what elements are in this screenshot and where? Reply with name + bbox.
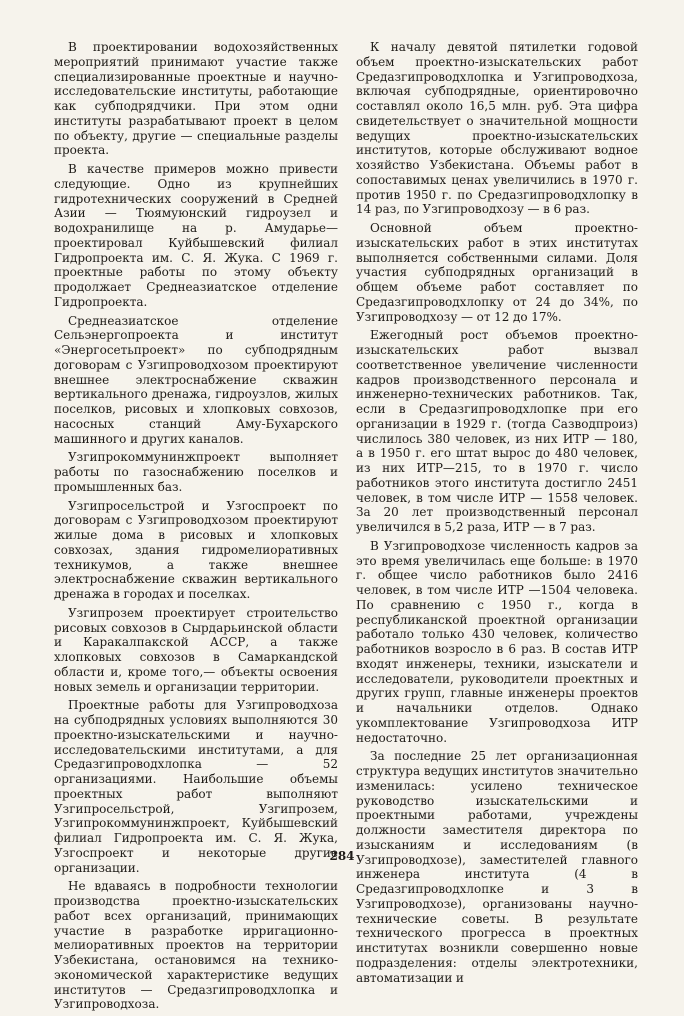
paragraph: К началу девятой пятилетки годовой объем проектно-изыскательских работ Средазгипроводхлопка и Узгипроводхоза, включая субподрядные, ориентировочно составлял около 16,5 млн. руб. Эта цифра свидетельствует о значительной мощности ведущих проектно-изыскательских институтов, которые обслуживают водное хозяйство Узбекистана. Объемы работ в сопоставимых ценах увеличились в 1970 г. против 1950 г. по Средазгипроводхлопку в 14 раз, по Узгипроводхозу — в 6 раз.	[356, 40, 638, 217]
page-number: 284	[329, 849, 355, 863]
paragraph: В проектировании водохозяйственных мероприятий принимают участие также специализированные проектные и научно-исследовательские институты, работающие как субподрядчики. При этом одни институты разрабатывают проект в целом по объекту, другие — специальные разделы проекта.	[54, 40, 338, 158]
left-column	[54, 40, 338, 1016]
paragraph: Проектные работы для Узгипроводхоза на субподрядных условиях выполняются 30 проектно-изыскательскими и научно-исследовательскими институтами, а для Средазгипроводхлопка — 52 организациями. Наибольшие объемы проектных работ выполняют Узгипросельстрой, Узгипрозем, Узгипрокоммунинжпроект, Куйбышевский филиал Гидропроекта им. С. Я. Жука, Узгоспроект и некоторые другие организации.	[54, 698, 338, 875]
paragraph: За последние 25 лет организационная структура ведущих институтов значительно изменилась: усилено техническое руководство изыскательскими и проектными работами, учреждены должности заместителя директора по изысканиям и исследованиям (в Узгипроводхозе), заместителей главного инженера института (4 в Средазгипроводхлопке и 3 в Узгипроводхозе), организованы научно-технические советы. В результате технического прогресса в проектных институтах возникли совершенно новые подразделения: отделы электротехники, автоматизации и	[356, 749, 638, 985]
right-column	[356, 40, 638, 989]
paragraph: Узгипросельстрой и Узгоспроект по договорам с Узгипроводхозом проектируют жилые дома в рисовых и хлопковых совхозах, здания гидромелиоративных техникумов, а также внешнее электроснабжение скважин вертикального дренажа в городах и поселках.	[54, 498, 338, 601]
paragraph: В Узгипроводхозе численность кадров за это время увеличилась еще больше: в 1970 г. общее число работников было 2416 человек, в том числе ИТР —1504 человека. По сравнению с 1950 г., когда в республиканской проектной организации работало только 430 человек, количество работников возросло в 6 раз. В состав ИТР входят инженеры, техники, изыскатели и исследователи, руководители проектных и других групп, главные инженеры проектов и начальники отделов. Однако укомплектование Узгипроводхоза ИТР недостаточно.	[356, 538, 638, 745]
paragraph: Не вдаваясь в подробности технологии производства проектно-изыскательских работ всех организаций, принимающих участие в разработке ирригационно-мелиоративных проектов на территории Узбекистана, остановимся на технико-экономической характеристике ведущих институтов — Средазгипроводхлопка и Узгипроводхоза.	[54, 879, 338, 1012]
paragraph: Основной объем проектно-изыскательских работ в этих институтах выполняется собственными силами. Доля участия субподрядных организаций в общем объеме работ составляет по Средазгипроводхлопку от 24 до 34%, по Узгипроводхозу — от 12 до 17%.	[356, 221, 638, 324]
paragraph: Узгипрозем проектирует строительство рисовых совхозов в Сырдарьинской области и Каракалпакской АССР, а также хлопковых совхозов в Самаркандской области и, кроме того,— объекты освоения новых земель и организации территории.	[54, 605, 338, 694]
paragraph: Узгипрокоммунинжпроект выполняет работы по газоснабжению поселков и промышленных баз.	[54, 450, 338, 494]
paragraph: Среднеазиатское отделение Сельэнергопроекта и институт «Энергосетьпроект» по субподрядным договорам с Узгипроводхозом проектируют внешнее электроснабжение скважин вертикального дренажа, гидроузлов, жилых поселков, рисовых и хлопковых совхозов, насосных станций Аму-Бухарского машинного и других каналов.	[54, 313, 338, 446]
paragraph: Ежегодный рост объемов проектно-изыскательских работ вызвал соответственное увеличение численности кадров производственного персонала и инженерно-технических работников. Так, если в Средазгипроводхлопке при его организации в 1929 г. (тогда Сазводпроиз) числилось 380 человек, из них ИТР — 180, а в 1950 г. его штат вырос до 480 человек, из них ИТР—215, то в 1970 г. число работников этого института достигло 2451 человек, в том числе ИТР — 1558 человек. За 20 лет производственный персонал увеличился в 5,2 раза, ИТР — в 7 раз.	[356, 328, 638, 534]
paragraph: В качестве примеров можно привести следующие. Одно из крупнейших гидротехнических сооружений в Средней Азии — Тюямуюнский гидроузел и водохранилище на р. Амударье—проектировал Куйбышевский филиал Гидропроекта им. С. Я. Жука. С 1969 г. проектные работы по этому объекту продолжает Среднеазиатское отделение Гидропроекта.	[54, 162, 338, 309]
